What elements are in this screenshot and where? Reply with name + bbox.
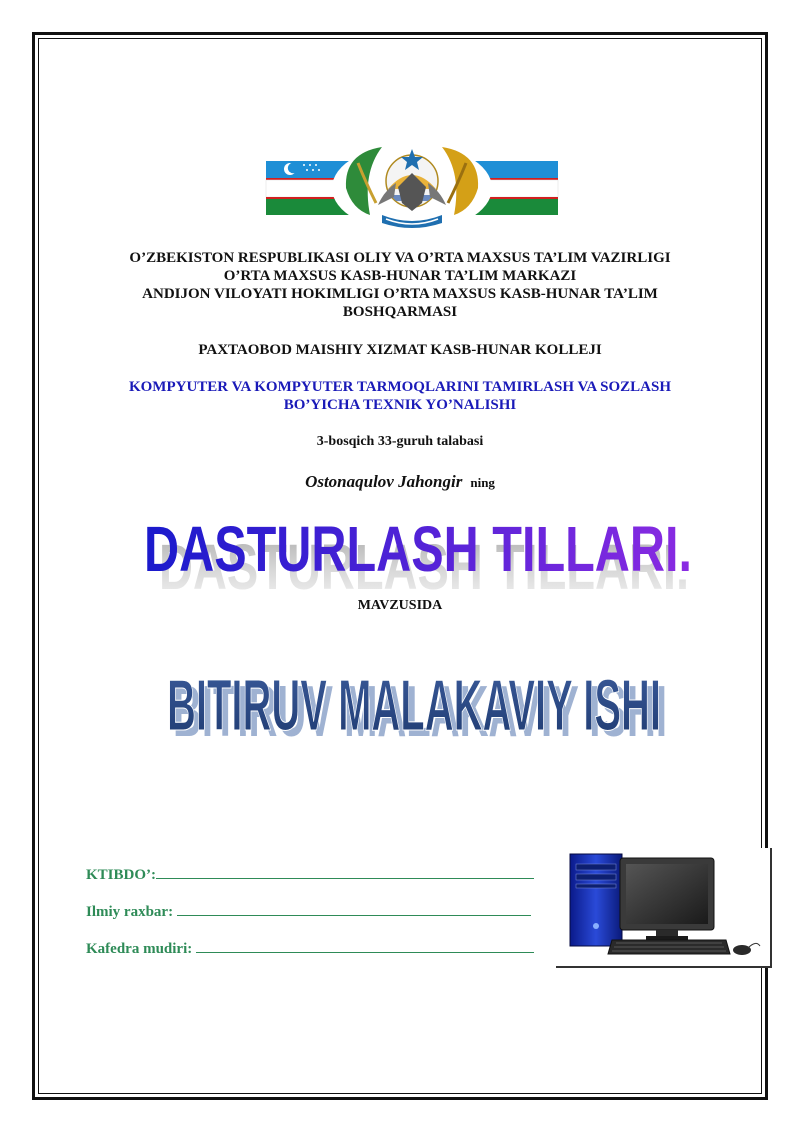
signature-line-department-head [196, 940, 534, 953]
topic-suffix: MAVZUSIDA [357, 598, 443, 613]
topic-title [140, 505, 700, 605]
header-line-3: ANDIJON VILOYATI HOKIMLIGI O’RTA MAXSUS KASB-HUNAR TA’LIM [142, 286, 658, 302]
topic-title-text: DASTURLASH TILLARI. [144, 513, 692, 585]
signature-row-department-head [86, 940, 534, 958]
ministry-header [60, 249, 740, 321]
signature-row-ktibdo [86, 866, 534, 884]
signature-row-supervisor [86, 903, 531, 921]
state-emblem-icon [266, 143, 558, 233]
specialty-line-1: KOMPYUTER VA KOMPYUTER TARMOQLARINI TAMIRLASH VA SOZLASH [128, 379, 672, 395]
student-name-suffix: ning [470, 475, 495, 490]
specialty-line-2: BO’YICHA TEXNIK YO’NALISHI [283, 397, 517, 413]
computer-illustration [556, 848, 772, 968]
signature-line-supervisor [177, 903, 531, 916]
tower-icon [570, 854, 622, 946]
work-title-text: BITIRUV MALAKAVIY ISHI [167, 666, 661, 746]
specialty [60, 378, 740, 414]
monitor-icon [620, 858, 714, 940]
topic-title-shadow: DASTURLASH TILLARI. [159, 531, 689, 603]
work-title-shadow: BITIRUV MALAKAVIY ISHI [173, 672, 667, 752]
signature-label-supervisor: Ilmiy raxbar: [86, 904, 177, 920]
signature-line-ktibdo [156, 866, 534, 879]
keyboard-icon [608, 940, 730, 954]
coat-of-arms-icon [332, 144, 492, 232]
student-name: Ostonaqulov Jahongir [305, 472, 463, 491]
student-line [60, 472, 740, 492]
mouse-icon [733, 943, 760, 955]
college-name: PAXTAOBOD MAISHIY XIZMAT KASB-HUNAR KOLLEJI [198, 342, 602, 358]
signature-label-department-head: Kafedra mudiri: [86, 941, 196, 957]
student-stage: 3-bosqich 33-guruh talabasi [316, 434, 484, 449]
signature-label-ktibdo: KTIBDO’: [86, 867, 157, 883]
work-title [160, 648, 670, 754]
header-line-1: O’ZBEKISTON RESPUBLIKASI OLIY VA O’RTA MAXSUS TA’LIM VAZIRLIGI [129, 250, 671, 266]
desktop-computer-icon [556, 848, 770, 966]
header-line-4: BOSHQARMASI [342, 304, 458, 320]
header-line-2: O’RTA MAXSUS KASB-HUNAR TA’LIM MARKAZI [223, 268, 577, 284]
